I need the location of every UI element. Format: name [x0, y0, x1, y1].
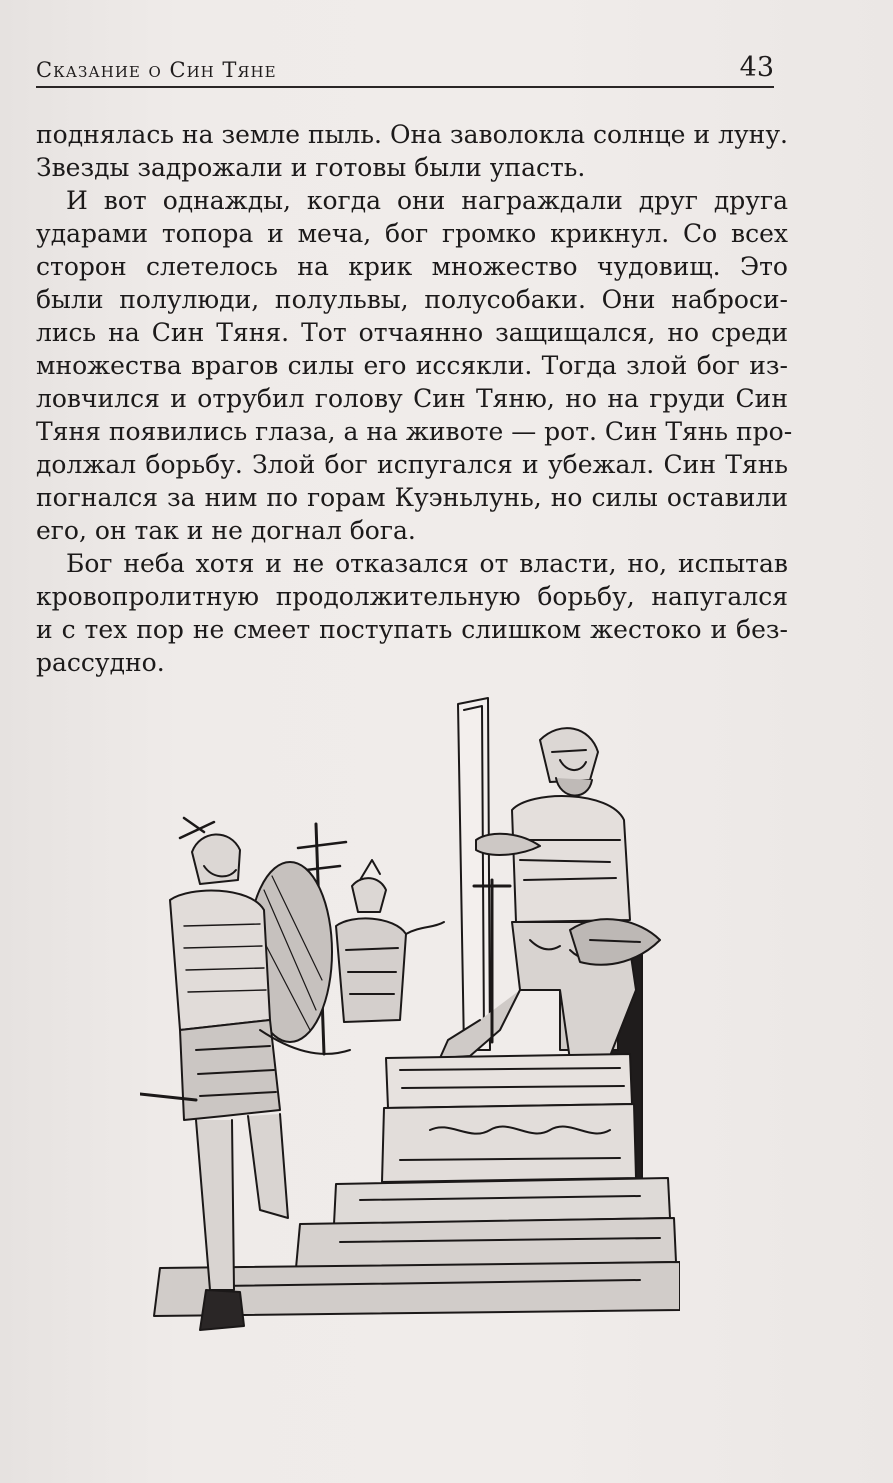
paragraph-3 — [36, 547, 788, 679]
text-line: ударами топора и меча, бог громко крикнул. Со всех — [36, 219, 788, 248]
page-header — [36, 52, 774, 88]
text-line: погнался за ним по горам Куэньлунь, но силы оставили — [36, 483, 788, 512]
page-number: 43 — [739, 52, 774, 83]
paragraph-2 — [36, 184, 793, 547]
text-line: его, он так и не догнал бога. — [36, 516, 416, 545]
text-line: И вот однажды, когда они награждали друг друга — [66, 186, 788, 215]
text-line: лись на Син Тяня. Тот отчаянно защищался, но среди — [36, 318, 788, 347]
text-line: поднялась на земле пыль. Она заволокла солнце и луну. — [36, 120, 788, 149]
text-line: были полулюди, полульвы, полусобаки. Они наброси- — [36, 285, 788, 314]
text-line: и с тех пор не смеет поступать слишком жестоко и без- — [36, 615, 788, 644]
text-line: Тяня появились глаза, а на животе — рот. Син Тянь про- — [36, 417, 793, 446]
paragraph-1 — [36, 118, 788, 184]
header-rule — [36, 86, 774, 88]
text-line: сторон слетелось на крик множество чудовищ. Это — [36, 252, 788, 281]
text-line: должал борьбу. Злой бог испугался и убежал. Син Тянь — [36, 450, 788, 479]
body-text — [36, 118, 793, 679]
text-line: ловчился и отрубил голову Син Тяню, но на груди Син — [36, 384, 788, 413]
text-line: множества врагов силы его иссякли. Тогда злой бог из- — [36, 351, 788, 380]
engraving-illustration — [140, 690, 680, 1360]
text-line: рассудно. — [36, 648, 165, 677]
text-line: кровопролитную продолжительную борьбу, напугался — [36, 582, 788, 611]
text-line: Звезды задрожали и готовы были упасть. — [36, 153, 586, 182]
running-title: Сказание о Син Тяне — [36, 58, 277, 82]
text-line: Бог неба хотя и не отказался от власти, но, испытав — [66, 549, 788, 578]
